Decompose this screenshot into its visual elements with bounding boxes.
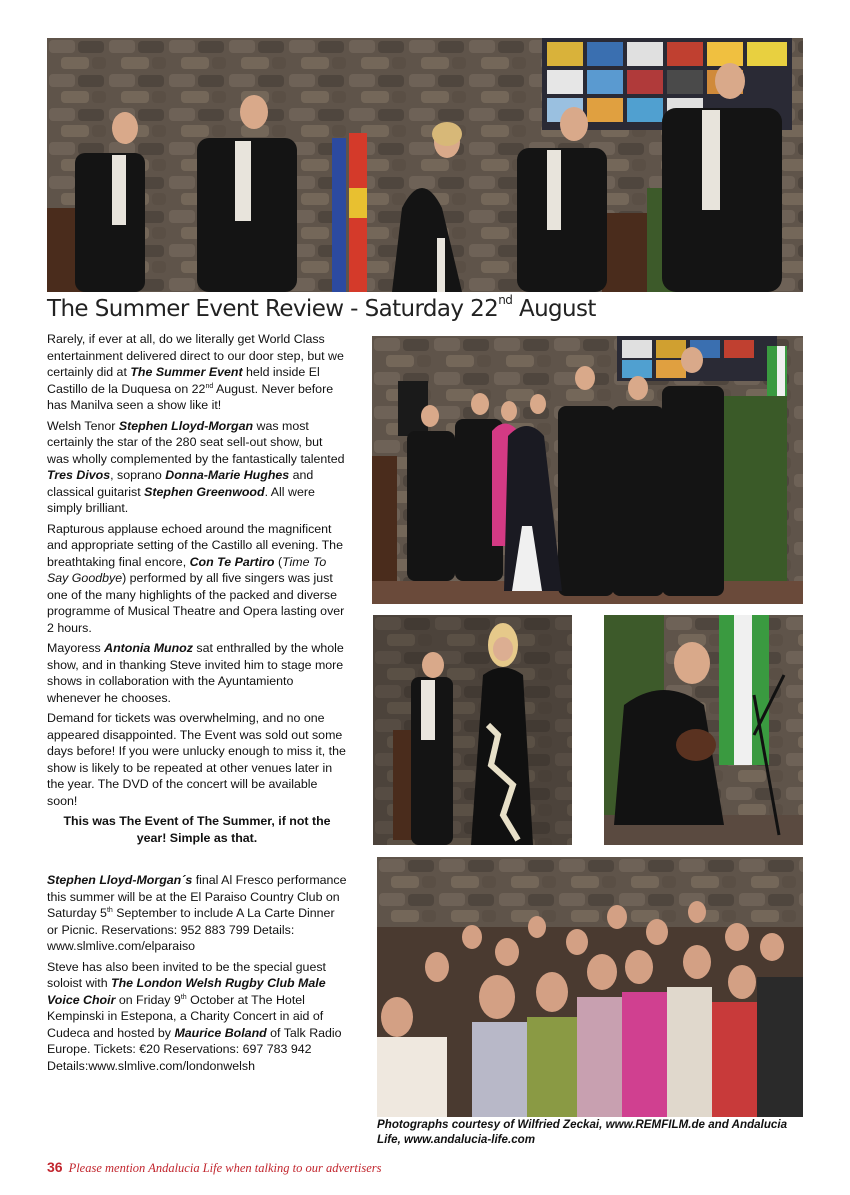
footer-advert-note: Please mention Andalucia Life when talking to our advertisers <box>68 1161 382 1175</box>
page-number: 36 <box>47 1159 63 1175</box>
page-footer <box>47 1159 382 1176</box>
paragraph-tickets: Demand for tickets was overwhelming, and no one appeared disappointed. The Event was sold out some days before! If you were unlucky enough to miss it, the show is likely to be repeated at other venues later in the year. The DVD of the concert will be available soon! <box>47 711 346 808</box>
paragraph-intro: Rarely, if ever at all, do we literally get World Class entertainment delivered direct to our door step, but we certainly did at The Summer Event held inside El Castillo de la Duquesa on 22nd August. Never before has Manilva seen a show like it! <box>47 332 344 412</box>
paragraph-applause: Rapturous applause echoed around the magnificent and appropriate setting of the Castillo all evening. The breathtaking final encore, Con Te Partiro (Time To Say Goodbye) performed by all five singers was just one of the many highlights of the packed and diverse programme of Musical Theatre and Opera lasting over 2 hours. <box>47 521 345 635</box>
paragraph-mayoress: Mayoress Antonia Munoz sat enthralled by the whole show, and in thanking Steve invited him to stage more shows in collaboration with the Ayuntamiento whenever he chooses. <box>47 641 344 705</box>
photo-credit-caption: Photographs courtesy of Wilfried Zeckai, www.REMFILM.de and Andalucia Life, www.andalucia-life.com <box>377 1118 788 1146</box>
hero-photo-five-singers <box>47 38 803 292</box>
group-photo-performers <box>372 336 803 604</box>
article-body <box>47 331 347 1078</box>
guitarist-photo <box>604 615 803 845</box>
article-title: The Summer Event Review - Saturday 22nd August <box>47 293 596 322</box>
paragraph-el-paraiso: Stephen Lloyd-Morgan´s final Al Fresco performance this summer will be at the El Paraiso Country Club on Saturday 5th September to include A La Carte Dinner or Picnic. Reservations: 952 883 799 Details: www.slmlive.com/elparaiso <box>47 873 347 953</box>
paragraph-choir: Steve has also been invited to be the special guest soloist with The London Welsh Rugby Club Male Voice Choir on Friday 9th October at The Hotel Kempinski in Estepona, a Charity Concert in aid of Cudeca and hosted by Maurice Boland of Talk Radio Europe. Tickets: €20 Reservations: 697 783 942 Details:www.slmlive.com/londonwelsh <box>47 959 342 1073</box>
paragraph-performers: Welsh Tenor Stephen Lloyd-Morgan was most certainly the star of the 280 seat sell-out show, but was wholly complemented by the fantastically talented Tres Divos, soprano Donna-Marie Hughes and classical guitarist Stephen Greenwood. All were simply brilliant. <box>47 418 345 515</box>
paragraph-summary: This was The Event of The Summer, if not the year! Simple as that. <box>63 814 331 845</box>
duet-photo-tenor-soprano <box>373 615 572 845</box>
audience-photo <box>377 857 803 1117</box>
